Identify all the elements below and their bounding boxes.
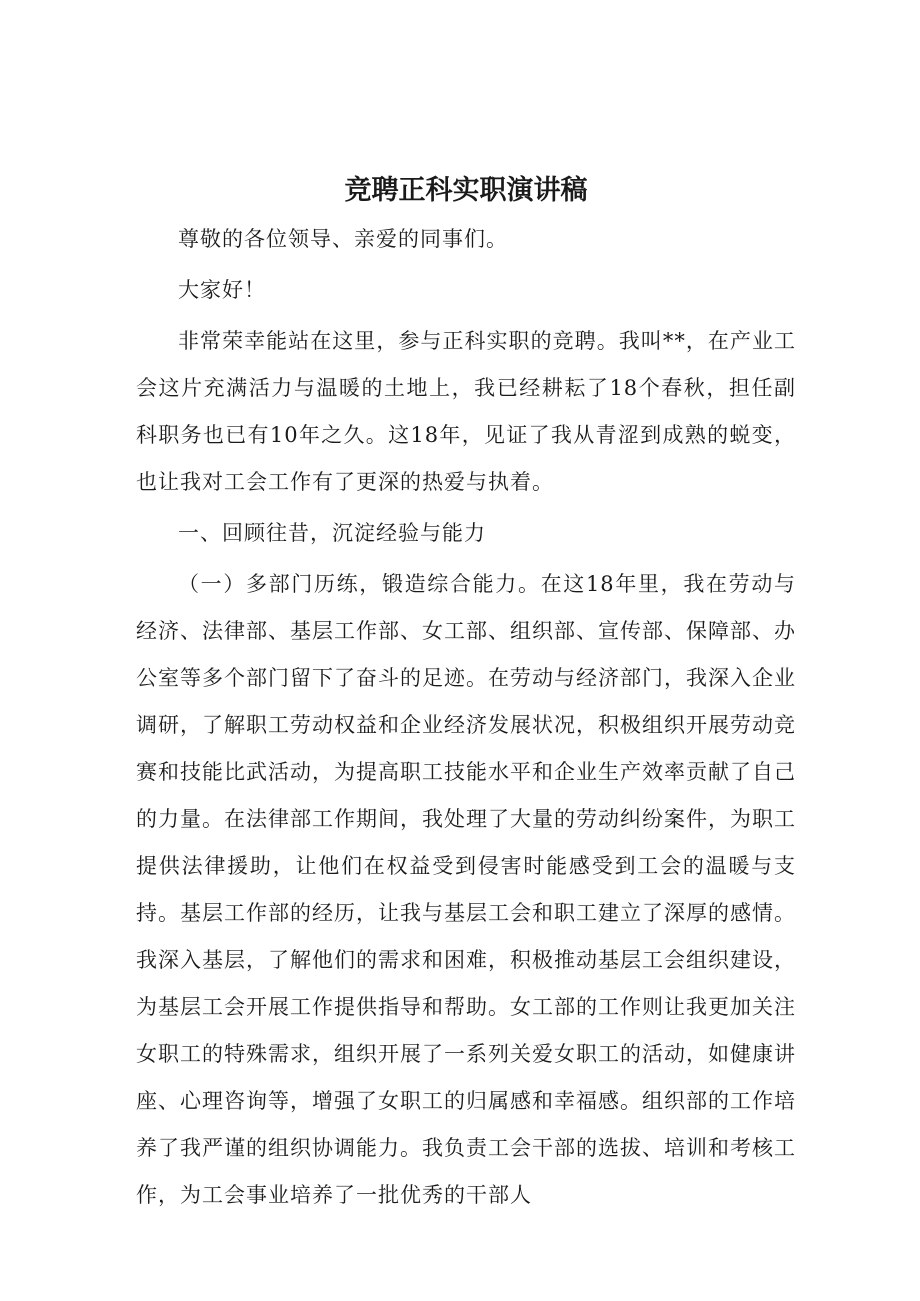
document-title: 竞聘正科实职演讲稿: [344, 175, 588, 206]
document-page: [136, 166, 796, 1219]
section-heading-1: 一、回顾往昔，沉淀经验与能力: [178, 521, 486, 545]
greeting: 大家好！: [178, 278, 266, 302]
salutation: 尊敬的各位领导、亲爱的同事们。: [178, 227, 508, 251]
intro-paragraph: 非常荣幸能站在这里，参与正科实职的竞聘。我叫**，在产业工会这片充满活力与温暖的土地上，我已经耕耘了18个春秋，担任副科职务也已有10年之久。这18年，见证了我从青涩到成熟的蜕变，也让我对工会工作有了更深的热爱与执着。: [136, 329, 796, 494]
section-1-paragraph-1: （一）多部门历练，锻造综合能力。在这18年里，我在劳动与经济、法律部、基层工作部、女工部、组织部、宣传部、保障部、办公室等多个部门留下了奋斗的足迹。在劳动与经济部门，我深入企业调研，了解职工劳动权益和企业经济发展状况，积极组织开展劳动竞赛和技能比武活动，为提高职工技能水平和企业生产效率贡献了自己的力量。在法律部工作期间，我处理了大量的劳动纠纷案件，为职工提供法律援助，让他们在权益受到侵害时能感受到工会的温暖与支持。基层工作部的经历，让我与基层工会和职工建立了深厚的感情。我深入基层，了解他们的需求和困难，积极推动基层工会组织建设，为基层工会开展工作提供指导和帮助。女工部的工作则让我更加关注女职工的特殊需求，组织开展了一系列关爱女职工的活动，如健康讲座、心理咨询等，增强了女职工的归属感和幸福感。组织部的工作培养了我严谨的组织协调能力。我负责工会干部的选拔、培训和考核工作，为工会事业培养了一批优秀的干部人: [136, 572, 796, 1207]
